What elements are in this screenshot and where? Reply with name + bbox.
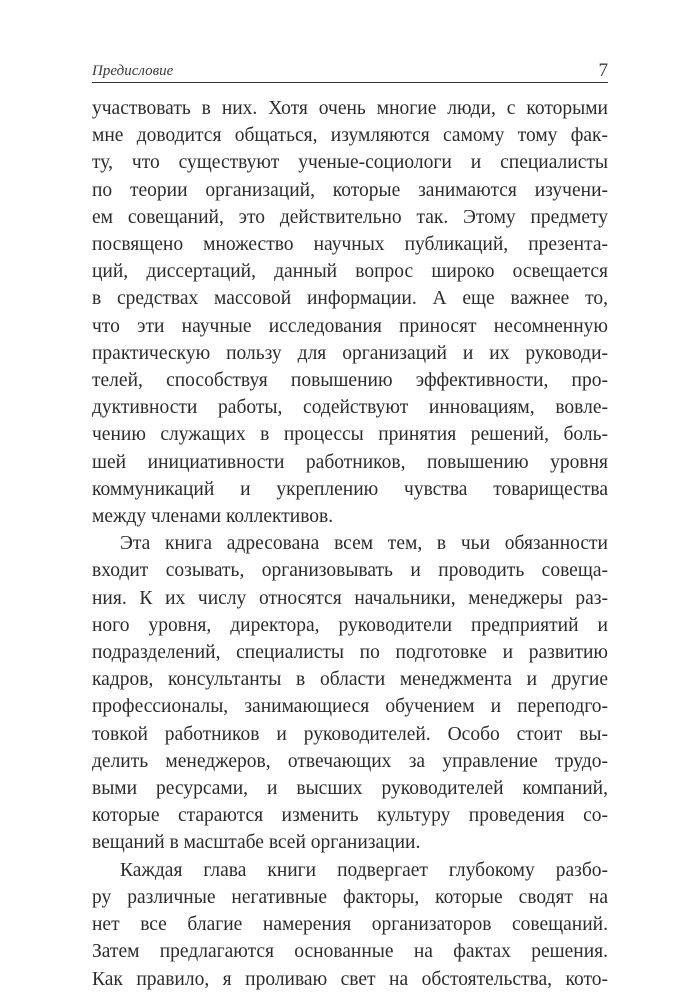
text-line: шей инициативности работников, повышению уровня bbox=[92, 451, 608, 473]
text-line: которые стараются изменить культуру проведения со- bbox=[92, 805, 608, 827]
text-line: ного уровня, директора, руководители предприятий и bbox=[92, 614, 608, 636]
running-title: Предисловие bbox=[92, 63, 174, 79]
running-header bbox=[92, 62, 608, 83]
text-line: что эти научные исследования приносят несомненную bbox=[92, 315, 608, 337]
text-line: вещаний в масштабе всей организации. bbox=[92, 832, 421, 854]
text-line: практическую пользу для организаций и их руководи- bbox=[92, 342, 608, 364]
text-line: мне доводится общаться, изумляются самому тому фак- bbox=[92, 125, 608, 147]
text-line: ту, что существуют ученые-социологи и специалисты bbox=[92, 152, 608, 174]
text-line: ру различные негативные факторы, которые сводят на bbox=[92, 886, 608, 908]
text-line: ния. К их числу относятся начальники, менеджеры раз- bbox=[92, 587, 608, 609]
text-line: ций, диссертаций, данный вопрос широко освещается bbox=[92, 261, 608, 283]
text-line: Каждая глава книги подвергает глубокому разбо- bbox=[120, 859, 608, 881]
text-line: дуктивности работы, содействуют инновациям, вовле- bbox=[92, 397, 608, 419]
text-line: входит созывать, организовывать и проводить совеща- bbox=[92, 560, 608, 582]
text-line: Затем предлагаются основанные на фактах решения. bbox=[92, 941, 608, 963]
text-line: Как правило, я проливаю свет на обстоятельства, кото- bbox=[92, 968, 608, 990]
text-line: ем совещаний, это действительно так. Этому предмету bbox=[92, 206, 608, 228]
text-line: по теории организаций, которые занимаются изучени- bbox=[92, 179, 608, 201]
text-line: между членами коллективов. bbox=[92, 506, 334, 528]
text-line: нет все благие намерения организаторов совещаний. bbox=[92, 914, 608, 936]
text-line: телей, способствуя повышению эффективности, про- bbox=[92, 370, 608, 392]
text-line: Эта книга адресована всем тем, в чьи обязанности bbox=[120, 533, 608, 555]
text-line: делить менеджеров, отвечающих за управление трудо- bbox=[92, 750, 608, 772]
text-line: подразделений, специалисты по подготовке и развитию bbox=[92, 642, 608, 664]
text-line: кадров, консультанты в области менеджмента и другие bbox=[92, 669, 608, 691]
body-text bbox=[92, 95, 608, 993]
text-line: выми ресурсами, и высших руководителей компаний, bbox=[92, 778, 608, 800]
text-line: чению служащих в процессы принятия решений, боль- bbox=[92, 424, 608, 446]
text-line: посвящено множество научных публикаций, презента- bbox=[92, 234, 608, 256]
text-line: участвовать в них. Хотя очень многие люди, с которыми bbox=[92, 98, 608, 119]
text-line: товкой работников и руководителей. Особо стоит вы- bbox=[92, 723, 608, 745]
text-line: профессионалы, занимающиеся обучением и переподго- bbox=[92, 696, 608, 718]
text-line: коммуникаций и укреплению чувства товарищества bbox=[92, 478, 608, 500]
page-number: 7 bbox=[598, 60, 608, 81]
text-line: в средствах массовой информации. А еще важнее то, bbox=[92, 288, 608, 310]
